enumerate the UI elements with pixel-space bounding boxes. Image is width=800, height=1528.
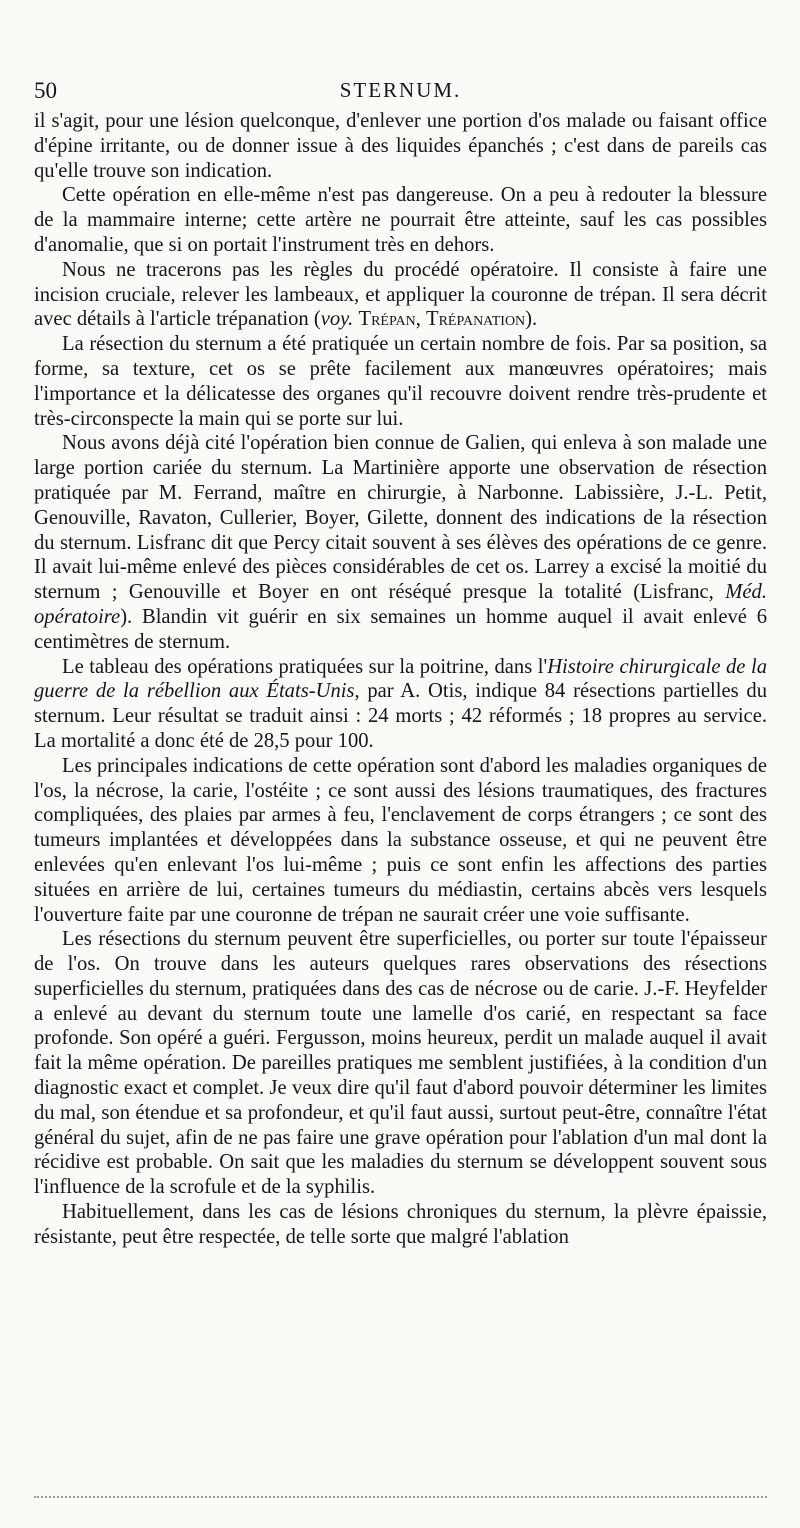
page-number: 50 <box>34 78 57 103</box>
text-run: Le tableau des opérations pratiquées sur la poitrine, dans l' <box>62 655 548 678</box>
paragraph <box>34 183 767 257</box>
body-text <box>34 109 767 1250</box>
italic-text: Histoire chirurgicale de la guerre de la rébellion aux États-Unis <box>34 655 767 703</box>
italic-text: Méd. opératoire <box>34 581 767 628</box>
paragraph <box>34 332 767 431</box>
paragraph <box>34 1200 767 1250</box>
text-run: Cette opération en elle-même n'est pas dangereuse. On a peu à redouter la blessure de la mammaire interne; cette artère ne pourrait être atteinte, sauf les cas possibles d'anomalie, que si on portait l'instrument très en dehors. <box>34 184 767 256</box>
text-run: ). Blandin vit guérir en six semaines un homme auquel il avait enlevé 6 centimètres de sternum. <box>34 605 767 653</box>
small-caps-text: Trépan <box>358 308 416 331</box>
text-run: Habituellement, dans les cas de lésions chroniques du sternum, la plèvre épaissie, résistante, peut être respectée, de telle sorte que malgré l'ablation <box>34 1201 767 1248</box>
text-run: La résection du sternum a été pratiquée un certain nombre de fois. Par sa position, sa forme, sa texture, cet os se prête facilement aux manœuvres opératoires; mais l'importance et la délicatesse des organes qu'il recouvre doivent rendre très-prudente et très-circonspecte la main qui se porte sur lui. <box>34 333 767 430</box>
text-run: Nous avons déjà cité l'opération bien connue de Galien, qui enleva à son malade une large portion cariée du sternum. La Martinière apporte une observation de résection pratiquée par M. Ferrand, maître en chirurgie, à Narbonne. Labissière, J.-L. Petit, Genouville, Ravaton, Cullerier, Boyer, Gilette, donnent des indications de la résection du sternum. Lisfranc dit que Percy citait souvent à ses élèves des opérations de ce genre. Il avait lui-même enlevé des pièces considérables de cet os. Larrey a excisé la moitié du sternum ; Genouville et Boyer en ont réséqué presque la totalité (Lisfranc, <box>34 432 767 604</box>
paragraph <box>34 431 767 654</box>
paragraph <box>34 754 767 928</box>
text-run: , <box>415 308 426 331</box>
paragraph <box>34 258 767 332</box>
page-header <box>34 78 767 108</box>
text-run: , par A. Otis, indique 84 résections partielles du sternum. Leur résultat se traduit ainsi : 24 morts ; 42 réformés ; 18 propres au service. La mortalité a donc été de 28,5 pour 100. <box>34 680 767 752</box>
text-run: Les principales indications de cette opération sont d'abord les maladies organiques de l'os, la nécrose, la carie, l'ostéite ; ce sont aussi des lésions traumatiques, des fractures compliquées, des plaies par armes à feu, l'enclavement de corps étrangers ; ce sont des tumeurs implantées et développées dans la substance osseuse, et qui ne peuvent être enlevées qu'en enlevant l'os lui-même ; puis ce sont enfin les affections des parties situées en arrière de lui, certaines tumeurs du médiastin, certains abcès vers lesquels l'ouverture faite par une couronne de trépan ne saurait créer une voie suffisante. <box>34 754 767 926</box>
footer-dotted-rule <box>34 1496 767 1498</box>
text-run: Nous ne tracerons pas les règles du procédé opératoire. Il consiste à faire une incision cruciale, relever les lambeaux, et appliquer la couronne de trépan. Il sera décrit avec détails à l'article trépanation ( <box>34 258 767 331</box>
paragraph <box>34 655 767 754</box>
text-run: ). <box>525 308 538 331</box>
small-caps-text: Trépanation <box>425 308 526 331</box>
text-run: il s'agit, pour une lésion quelconque, d'enlever une portion d'os malade ou faisant office d'épine irritante, ou de donner issue à des liquides épanchés ; c'est dans de pareils cas qu'elle trouve son indication. <box>34 110 767 182</box>
text-run: Les résections du sternum peuvent être superficielles, ou porter sur toute l'épaisseur de l'os. On trouve dans les auteurs quelques rares observations des résections superficielles du sternum, pratiquées dans des cas de nécrose ou de carie. J.-F. Heyfelder a enlevé au devant du sternum toute une lamelle d'os carié, en respectant sa face profonde. Son opéré a guéri. Fergusson, moins heureux, perdit un malade auquel il avait fait la même opération. De pareilles pratiques me semblent justifiées, à la condition d'un diagnostic exact et complet. Je veux dire qu'il faut d'abord pouvoir déterminer les limites du mal, son étendue et sa profondeur, et qu'il faut aussi, surtout peut-être, connaître l'état général du sujet, afin de ne pas faire une grave opération pour l'ablation d'un mal dont la récidive est probable. On sait que les maladies du sternum se développent souvent sous l'influence de la scrofule et de la syphilis. <box>34 928 767 1199</box>
paragraph <box>34 927 767 1200</box>
italic-text: voy. <box>320 308 354 331</box>
paragraph <box>34 109 767 183</box>
running-title: STERNUM. <box>339 78 462 102</box>
